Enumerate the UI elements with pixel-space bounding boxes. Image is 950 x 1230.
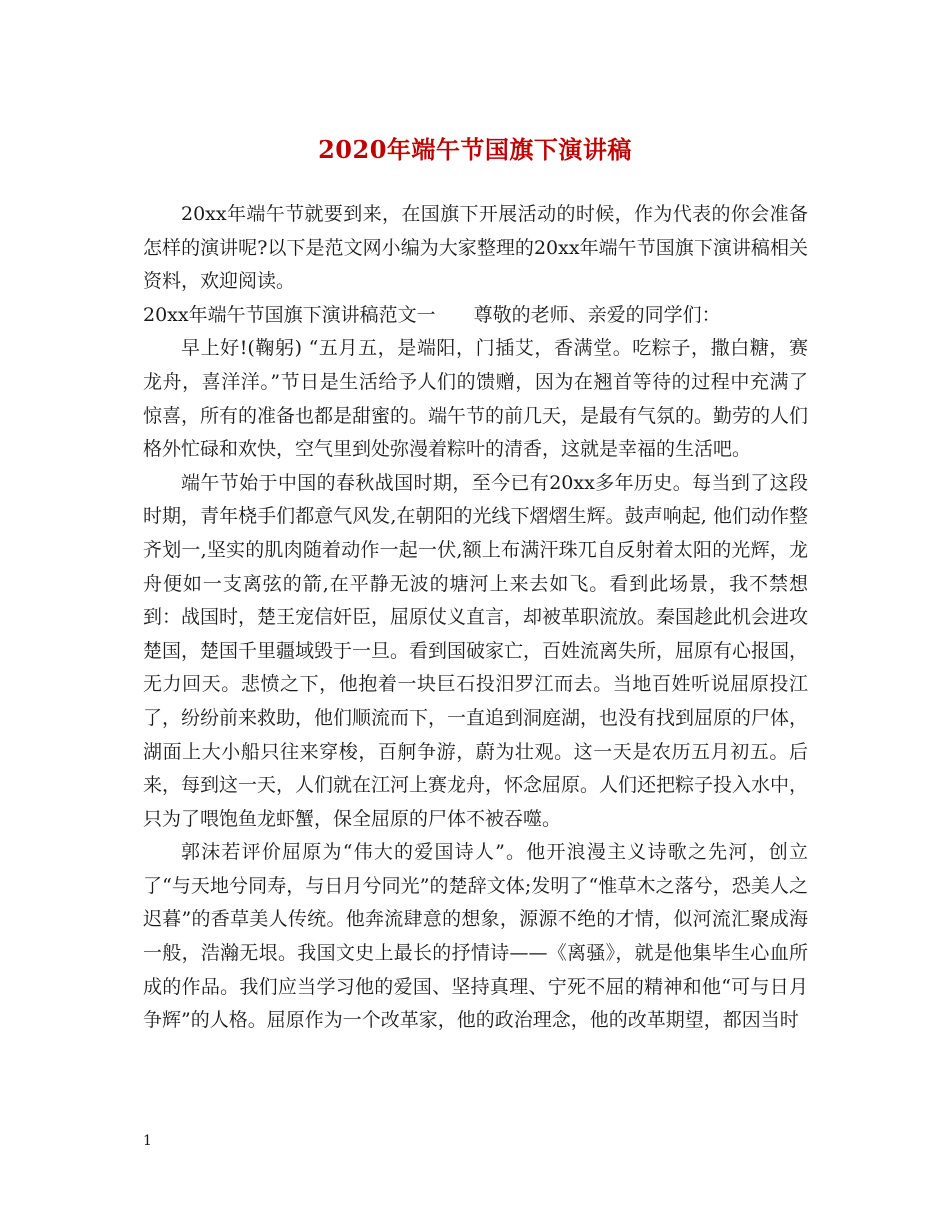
body-paragraph-3: 郭沫若评价屈原为“伟大的爱国诗人”。他开浪漫主义诗歌之先河，创立了“与天地兮同寿，与日月兮同光”的楚辞文体;发明了“惟草木之落兮，恐美人之迟暮”的香草美人传统。他奔流肆意的想象，源源不绝的才情，似河流汇聚成海一般，浩瀚无垠。我国文史上最长的抒情诗——《离骚》，就是他集毕生心血所成的作品。我们应当学习他的爱国、坚持真理、宁死不屈的精神和他“可与日月争辉”的人格。屈原作为一个改革家，他的政治理念，他的改革期望，都因当时 — [143, 841, 808, 1032]
salutation: 尊敬的老师、亲爱的同学们： — [473, 303, 721, 326]
body-paragraph-1: 早上好!(鞠躬) “五月五，是端阳，门插艾，香满堂。吃粽子，撒白糖，赛龙舟，喜洋洋。”节日是生活给予人们的馈赠，因为在翘首等待的过程中充满了惊喜，所有的准备也都是甜蜜的。端午节的前几天，是最有气氛的。勤劳的人们格外忙碌和欢快，空气里到处弥漫着粽叶的清香，这就是幸福的生活吧。 — [143, 337, 809, 461]
page-number: 1 — [143, 1133, 152, 1149]
intro-paragraph: 20xx年端午节就要到来，在国旗下开展活动的时候，作为代表的你会准备怎样的演讲呢?以下是范文网小编为大家整理的20xx年端午节国旗下演讲稿相关资料，欢迎阅读。 — [143, 203, 808, 293]
section-heading: 20xx年端午节国旗下演讲稿范文一 — [143, 303, 436, 326]
section-heading-line — [143, 299, 808, 333]
document-body — [143, 198, 808, 1038]
body-paragraph-2: 端午节始于中国的春秋战国时期，至今已有20xx多年历史。每当到了这段时期，青年桡手们都意气风发,在朝阳的光线下熠熠生辉。鼓声响起, 他们动作整齐划一,坚实的肌肉随着动作一起一伏,额上布满汗珠兀自反射着太阳的光辉，龙舟便如一支离弦的箭,在平静无波的塘河上来去如飞。看到此场景，我不禁想到：战国时，楚王宠信奸臣，屈原仗义直言，却被革职流放。秦国趁此机会进攻楚国，楚国千里疆域毁于一旦。看到国破家亡，百姓流离失所，屈原有心报国，无力回天。悲愤之下，他抱着一块巨石投汨罗江而去。当地百姓听说屈原投江了，纷纷前来救助，他们顺流而下，一直追到洞庭湖，也没有找到屈原的尸体，湖面上大小船只往来穿梭，百舸争游，蔚为壮观。这一天是农历五月初五。后来，每到这一天，人们就在江河上赛龙舟，怀念屈原。人们还把粽子投入水中，只为了喂饱鱼龙虾蟹，保全屈原的尸体不被吞噬。 — [143, 471, 809, 830]
document-title: 2020年端午节国旗下演讲稿 — [318, 135, 632, 164]
